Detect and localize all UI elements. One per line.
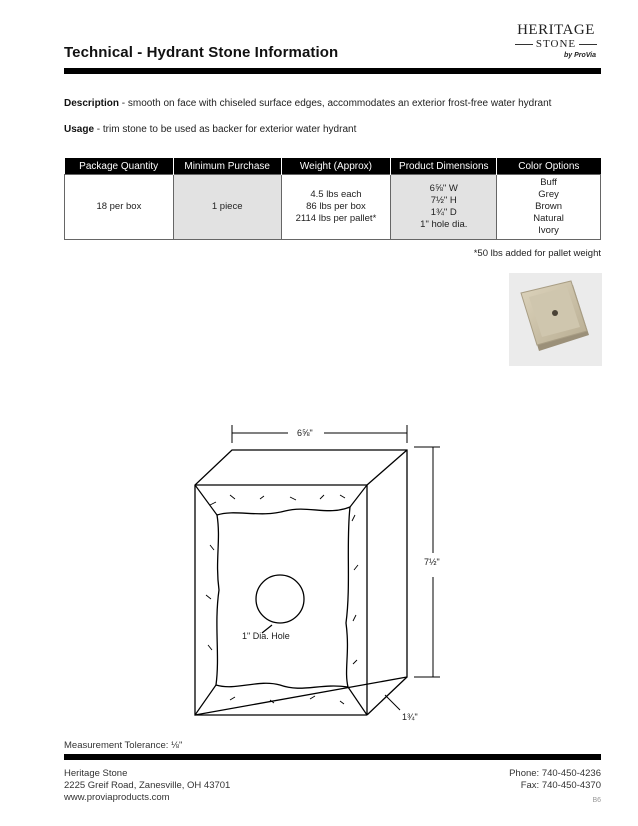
footer-left: [64, 768, 230, 804]
heritage-stone-logo: [506, 22, 606, 70]
cell-package-quantity: 18 per box: [65, 175, 174, 240]
color-brown: Brown: [535, 201, 563, 212]
logo-line3: by ProVia: [563, 52, 596, 59]
hole-circle: [256, 575, 304, 623]
color-natural: Natural: [533, 213, 564, 224]
cell-dimensions: [391, 175, 497, 240]
product-photo: [509, 273, 602, 366]
dim-width: 6⅝" W: [429, 183, 458, 194]
header-minimum-purchase: Minimum Purchase: [173, 158, 281, 175]
usage-text: - trim stone to be used as backer for exterior water hydrant: [94, 124, 357, 135]
footer-company: Heritage Stone: [64, 768, 128, 779]
header-weight: Weight (Approx): [281, 158, 391, 175]
weight-each: 4.5 lbs each: [310, 189, 362, 200]
hole-label: 1" Dia. Hole: [242, 631, 290, 641]
description-line: [64, 98, 551, 109]
pallet-note: *50 lbs added for pallet weight: [473, 248, 601, 259]
color-grey: Grey: [538, 189, 559, 200]
usage-label: Usage: [64, 124, 95, 135]
dim-hole: 1" hole dia.: [420, 219, 468, 230]
dim-depth: 1¾" D: [430, 207, 457, 218]
description-label: Description: [64, 98, 120, 109]
page-number: B6: [592, 797, 601, 804]
weight-pallet: 2114 lbs per pallet*: [295, 213, 377, 224]
cell-colors: [497, 175, 601, 240]
page-title: Technical - Hydrant Stone Information: [64, 44, 339, 61]
footer-website[interactable]: www.proviaproducts.com: [64, 792, 170, 803]
stone-outline: [195, 450, 407, 715]
depth-leader: [385, 695, 400, 710]
logo-line2: STONE: [535, 38, 577, 50]
table-row: [65, 175, 601, 240]
header-color-options: Color Options: [497, 158, 601, 175]
footer-rule: [64, 754, 601, 760]
cell-weight: [281, 175, 391, 240]
usage-line: [64, 124, 356, 135]
color-ivory: Ivory: [538, 225, 559, 236]
color-buff: Buff: [540, 177, 557, 188]
footer-address: 2225 Greif Road, Zanesville, OH 43701: [64, 780, 231, 791]
hydrant-stone-image: [509, 273, 602, 366]
footer-right: [509, 768, 601, 792]
weight-box: 86 lbs per box: [306, 201, 366, 212]
header-package-quantity: Package Quantity: [65, 158, 174, 175]
depth-label: 1¾": [402, 712, 418, 722]
width-label: 6⅝": [297, 428, 313, 438]
spec-table: [64, 158, 601, 240]
technical-drawing: [190, 415, 460, 735]
cell-minimum-purchase: 1 piece: [173, 175, 281, 240]
footer-fax: Fax: 740-450-4370: [520, 780, 601, 791]
tolerance-note: Measurement Tolerance: ⅛": [64, 740, 183, 751]
footer-phone: Phone: 740-450-4236: [509, 768, 601, 779]
header-rule: [64, 68, 601, 74]
description-text: - smooth on face with chiseled surface edges, accommodates an exterior frost-free water hydrant: [119, 98, 552, 109]
dim-height: 7½" H: [430, 195, 457, 206]
height-label: 7½": [424, 557, 440, 567]
header-product-dimensions: Product Dimensions: [391, 158, 497, 175]
logo-line1: HERITAGE: [517, 22, 595, 38]
